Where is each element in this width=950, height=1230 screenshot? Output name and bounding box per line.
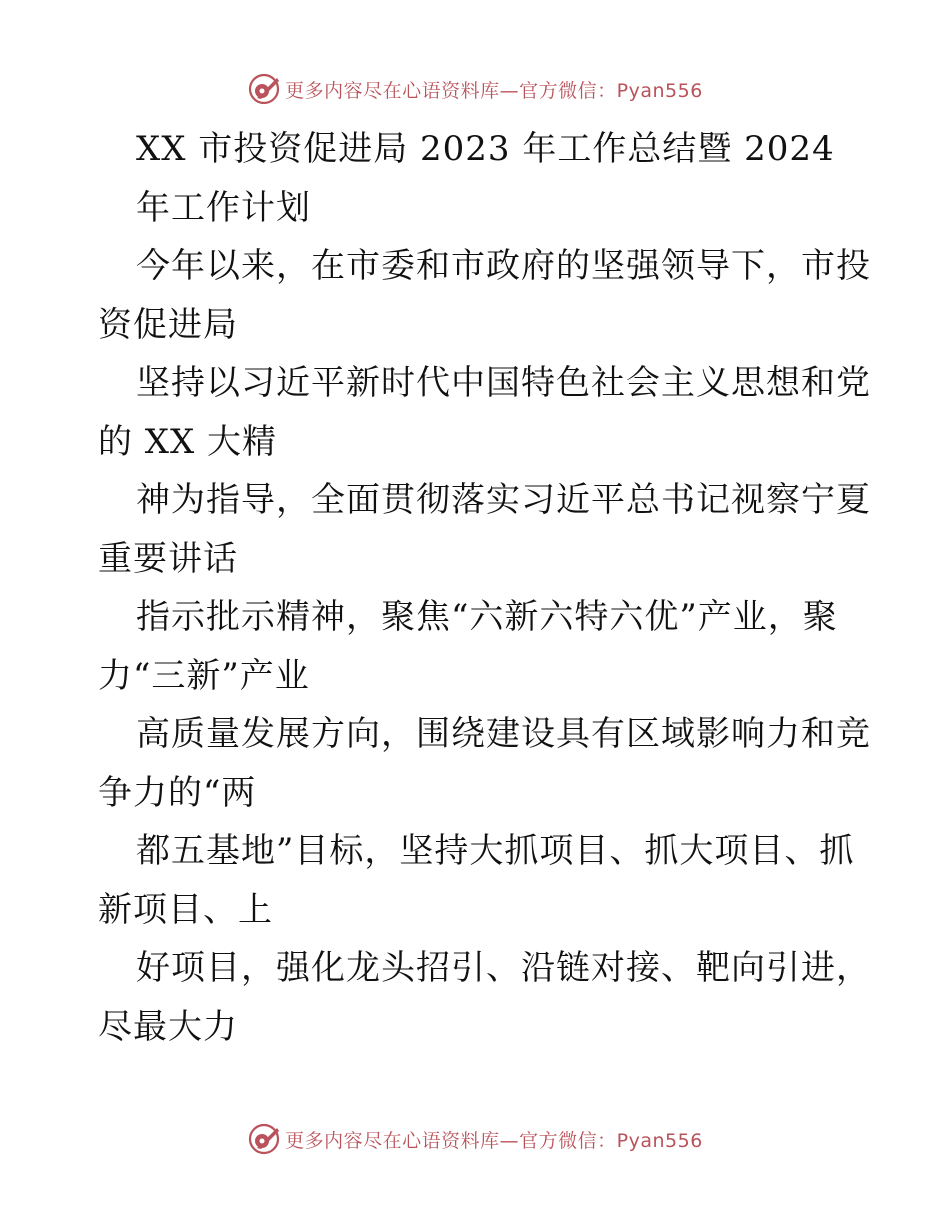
paragraph-line: 尽最大力 xyxy=(98,1006,238,1047)
watermark-text: 更多内容尽在心语资料库—官方微信：Pyan556 xyxy=(285,79,703,102)
paragraph-line: 新项目、上 xyxy=(98,889,273,930)
document-title-line: XX 市投资促进局 2023 年工作总结暨 2024 xyxy=(136,129,835,169)
paragraph-line: 争力的“两 xyxy=(98,772,257,813)
paragraph-line: 神为指导，全面贯彻落实习近平总书记视察宁夏 xyxy=(136,480,871,520)
paragraph-line: 都五基地”目标，坚持大抓项目、抓大项目、抓 xyxy=(136,831,855,871)
document-title-line: 年工作计划 xyxy=(136,187,311,228)
quill-pen-circle-icon xyxy=(247,1122,281,1156)
watermark-header xyxy=(0,72,950,106)
paragraph-line: 的 XX 大精 xyxy=(98,421,278,462)
watermark-footer xyxy=(0,1122,950,1156)
paragraph-line: 力“三新”产业 xyxy=(98,655,310,696)
paragraph-line: 好项目，强化龙头招引、沿链对接、靶向引进， xyxy=(136,948,871,988)
quill-pen-circle-icon xyxy=(247,72,281,106)
paragraph-line: 指示批示精神，聚焦“六新六特六优”产业，聚 xyxy=(136,597,838,637)
paragraph-line: 重要讲话 xyxy=(98,538,238,579)
watermark-text: 更多内容尽在心语资料库—官方微信：Pyan556 xyxy=(285,1129,703,1152)
paragraph-line: 今年以来，在市委和市政府的坚强领导下，市投 xyxy=(136,246,871,286)
document-body xyxy=(98,120,871,1056)
paragraph-line: 资促进局 xyxy=(98,304,238,345)
paragraph-line: 坚持以习近平新时代中国特色社会主义思想和党 xyxy=(136,363,871,403)
paragraph-line: 高质量发展方向，围绕建设具有区域影响力和竞 xyxy=(136,714,871,754)
